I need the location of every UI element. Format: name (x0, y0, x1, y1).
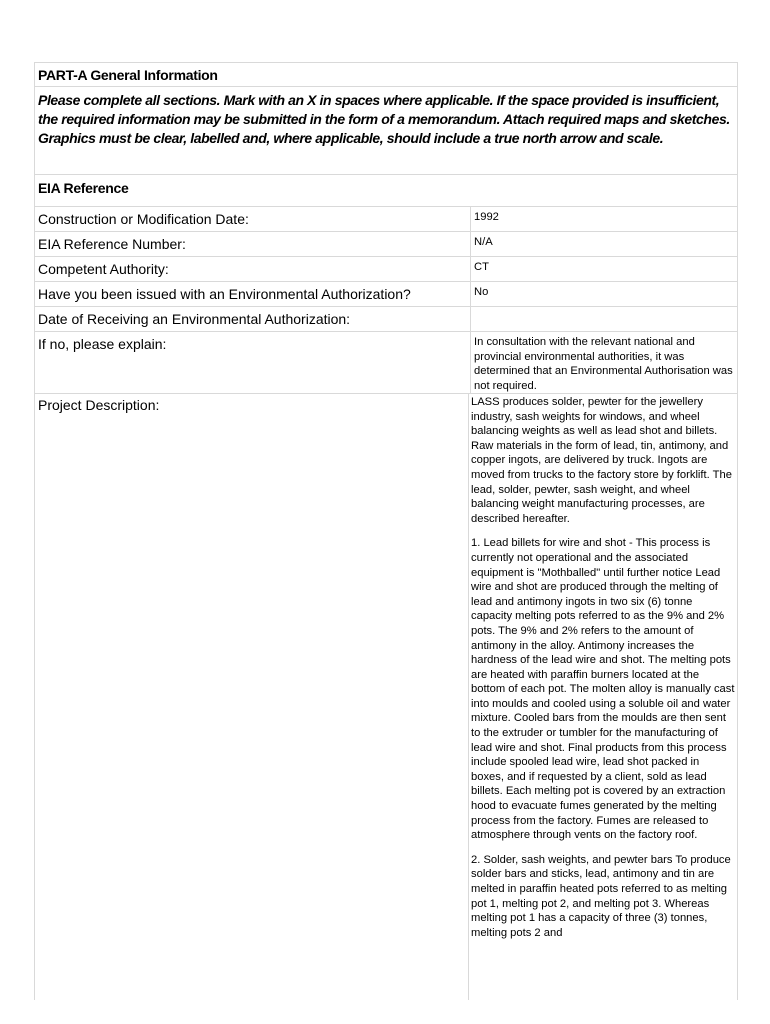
field-row-explanation (34, 331, 738, 393)
field-row-authorization-date (34, 306, 738, 331)
part-a-title: PART-A General Information (38, 67, 218, 83)
explanation-label: If no, please explain: (34, 332, 470, 393)
eia-form (34, 62, 738, 1000)
instructions-row (34, 86, 738, 174)
explanation-value: In consultation with the relevant national and provincial environmental authorities, it was determined that an Environmental Authorisation was not required. (470, 332, 738, 393)
environmental-authorization-label: Have you been issued with an Environmental Authorization? (34, 282, 470, 306)
field-row-project-description (34, 393, 738, 1000)
authorization-date-label: Date of Receiving an Environmental Authorization: (34, 307, 470, 331)
authorization-date-value (470, 307, 738, 331)
project-description-value (468, 394, 738, 1000)
environmental-authorization-value: No (470, 282, 738, 306)
field-row-construction-date (34, 206, 738, 231)
field-row-competent-authority (34, 256, 738, 281)
eia-reference-number-label: EIA Reference Number: (34, 232, 470, 256)
competent-authority-label: Competent Authority: (34, 257, 470, 281)
project-paragraph: 1. Lead billets for wire and shot - This process is currently not operational and the associated equipment is "Mothballed" until further notice Lead wire and shot are produced through the melting of lead and antimony ingots in two six (6) tonne capacity melting pots referred to as the 9% and 2% pots. The 9% and 2% refers to the amount of antimony in the alloy. Antimony increases the hardness of the lead wire and shot. The melting pots are heated with paraffin burners located at the bottom of each pot. The molten alloy is manually cast into moulds and cooled using a soluble oil and water mixture. Cooled bars from the moulds are then sent to the extruder or tumbler for the manufacturing of lead wire and shot. Final products from this process include spooled lead wire, lead shot packed in boxes, and if requested by a client, sold as lead billets. Each melting pot is covered by an extraction hood to evacuate fumes generated by the melting process from the factory. Fumes are released to atmosphere through vents on the factory roof. (471, 537, 735, 842)
instructions-text: Please complete all sections. Mark with an X in spaces where applicable. If the space provided is insufficient, the required information may be submitted in the form of a memorandum. Attach required maps and sketches. Graphics must be clear, labelled and, where applicable, should include a true north arrow and scale. (38, 92, 730, 146)
competent-authority-value: CT (470, 257, 738, 281)
field-row-eia-reference-number (34, 231, 738, 256)
project-paragraph: LASS produces solder, pewter for the jewellery industry, sash weights for windows, and wheel balancing weights as well as lead shot and billets. Raw materials in the form of lead, tin, antimony, and copper ingots, are delivered by truck. Ingots are moved from trucks to the factory store by forklift. The lead, solder, pewter, sash weight, and wheel balancing weight manufacturing processes, are described hereafter. (471, 396, 732, 525)
construction-date-value: 1992 (470, 207, 738, 231)
construction-date-label: Construction or Modification Date: (34, 207, 470, 231)
field-row-environmental-authorization (34, 281, 738, 306)
eia-reference-number-value: N/A (470, 232, 738, 256)
project-description-label: Project Description: (34, 394, 470, 1000)
eia-reference-header-row (34, 174, 738, 206)
project-paragraph: 2. Solder, sash weights, and pewter bars To produce solder bars and sticks, lead, antimony and tin are melted in paraffin heated pots referred to as melting pot 1, melting pot 2, and melting pot 3. Whereas melting pot 1 has a capacity of three (3) tonnes, melting pots 2 and (471, 853, 731, 939)
part-a-header-row (34, 62, 738, 86)
eia-reference-title: EIA Reference (38, 180, 129, 196)
